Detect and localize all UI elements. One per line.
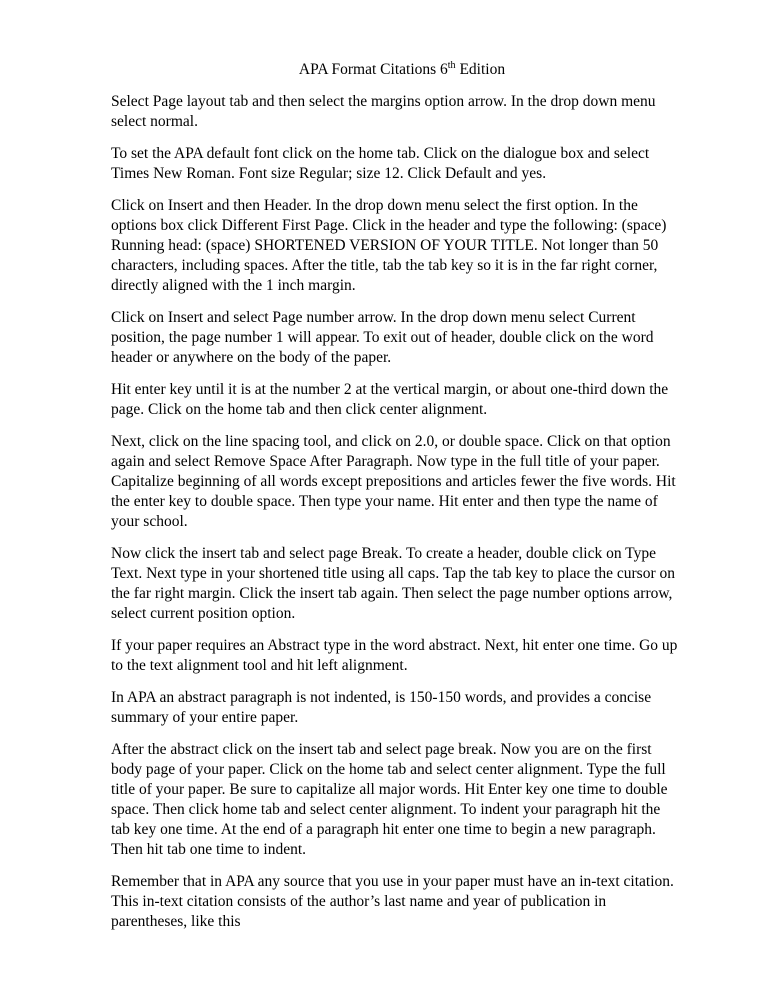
paragraph-line-spacing: Next, click on the line spacing tool, and click on 2.0, or double space. Click on that option again and select Remove Space After Paragraph. Now type in the full title of your paper. Capitalize beginning of all words except prepositions and articles fewer the five words. Hit the enter key to double space. Then type your name. Hit enter and then type the name of your school.: [111, 433, 676, 530]
paragraph-abstract-format: In APA an abstract paragraph is not indented, is 150-150 words, and provides a concise summary of your entire paper.: [111, 689, 652, 726]
document-body: [111, 60, 683, 944]
paragraph-header: Click on Insert and then Header. In the drop down menu select the first option. In the options box click Different First Page. Click in the header and type the following: (space) Running head: (space) SHORTENED VERSION OF YOUR TITLE. Not longer than 50 characters, including spaces. After the title, tab the tab key so it is in the far right corner, directly aligned with the 1 inch margin.: [111, 197, 667, 294]
paragraph-abstract: If your paper requires an Abstract type in the word abstract. Next, hit enter one time. Go up to the text alignment tool and hit left alignment.: [111, 637, 678, 674]
paragraph-page-number: Click on Insert and select Page number arrow. In the drop down menu select Current position, the page number 1 will appear. To exit out of header, double click on the word header or anywhere on the body of the paper.: [111, 309, 654, 366]
paragraph-page-break: Now click the insert tab and select page Break. To create a header, double click on Type Text. Next type in your shortened title using all caps. Tap the tab key to place the cursor on the far right margin. Click the insert tab again. Then select the page number options arrow, select current position option.: [111, 545, 676, 622]
title-text: APA Format Citations 6: [298, 61, 448, 78]
paragraph-in-text-citation: Remember that in APA any source that you use in your paper must have an in-text citation. This in-text citation consists of the author’s last name and year of publication in parentheses, like this: [111, 873, 674, 930]
paragraph-body-page: After the abstract click on the insert tab and select page break. Now you are on the first body page of your paper. Click on the home tab and select center alignment. Type the full title of your paper. Be sure to capitalize all major words. Hit Enter key one time to double space. Then click home tab and select center alignment. To indent your paragraph hit the tab key one time. At the end of a paragraph hit enter one time to begin a new paragraph. Then hit tab one time to indent.: [111, 741, 668, 858]
paragraph-default-font: To set the APA default font click on the home tab. Click on the dialogue box and select Times New Roman. Font size Regular; size 12. Click Default and yes.: [111, 145, 650, 182]
document-title: [111, 60, 683, 80]
paragraph-vertical-margin: Hit enter key until it is at the number 2 at the vertical margin, or about one-third down the page. Click on the home tab and then click center alignment.: [111, 381, 669, 418]
title-suffix: Edition: [455, 61, 506, 78]
paragraph-page-layout: Select Page layout tab and then select the margins option arrow. In the drop down menu select normal.: [111, 93, 656, 130]
title-superscript: th: [447, 59, 456, 71]
